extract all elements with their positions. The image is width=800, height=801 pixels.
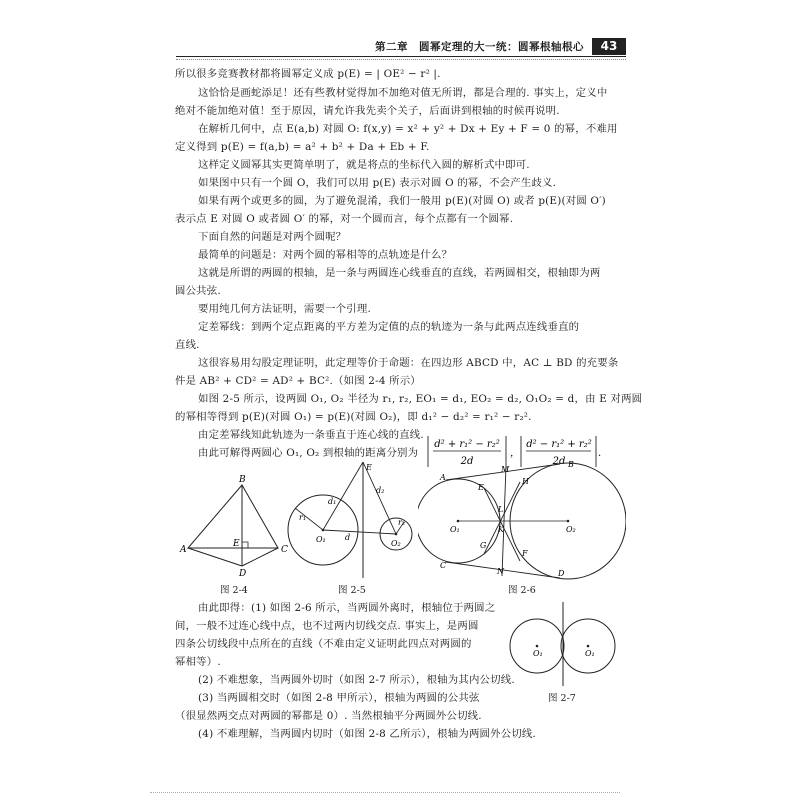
label-O1: O₁ [450,525,460,534]
caption-fig-2-6: 图 2-6 [508,585,536,596]
text-line: 这样定义圆幂其实更简单明了，就是将点的坐标代入圆的解析式中即可. [198,159,530,171]
label-O1: O₁ [316,535,326,544]
text-line: 绝对不能加绝对值！至于原因，请允许我先卖个关子，后面讲到根轴的时候再说明. [175,105,560,117]
text-line: 如果有两个或更多的圆，为了避免混淆，我们一般用 p(E)(对圆 O) 或者 p(E)(对圆 O′) [198,195,606,207]
text-line: 由定差幂线知此轨迹为一条垂直于连心线的直线. [198,429,424,441]
formula-separator: ， [510,448,520,459]
figure-2-4 [176,470,296,580]
text-line: 的幂相等得到 p(E)(对圆 O₁) = p(E)(对圆 O₂)，即 d₁² − d₂² = r₁² − r₂². [175,411,532,423]
text-line: 所以很多竞赛教材都将圆幂定义成 p(E) = | OE² − r² |. [175,68,441,80]
figure-2-7 [505,598,620,688]
label-L: L [498,505,504,514]
label-B: B [568,460,574,469]
label-A: A [440,473,446,482]
text-line: 要用纯几何方法证明，需要一个引理. [198,303,371,315]
text-line: 定差幂线：到两个定点距离的平方差为定值的点的轨迹为一条与此两点连线垂直的 [198,321,580,333]
page-number: 43 [592,38,626,55]
label-D: D [239,569,247,579]
label-E: E [478,483,484,492]
text-line: 四条公切线段中点所在的直线（不难由定义证明此四点对两圆的 [175,638,472,650]
text-line: 直线. [175,339,200,351]
label-A: A [180,545,187,555]
text-line: 件是 AB² + CD² = AD² + BC².（如图 2-4 所示） [175,375,421,387]
label-H: H [522,477,529,486]
label-O1-left: O₁ [533,649,543,658]
caption-fig-2-5: 图 2-5 [338,585,366,596]
text-line: 如果图中只有一个圆 O，我们可以用 p(E) 表示对圆 O 的幂，不会产生歧义. [198,177,557,189]
label-r1: r₁ [299,513,307,522]
caption-fig-2-7: 图 2-7 [548,693,576,704]
label-C: C [440,561,447,570]
label-M: M [501,465,510,474]
chapter-title: 第二章 圆幂定理的大一统：圆幂根轴根心 [375,41,584,53]
label-N: N [497,567,504,576]
text-line: 间，一般不过连心线中点，也不过两内切线交点. 事实上，是两圆 [175,620,479,632]
text-line: 如图 2-5 所示，设两圆 O₁, O₂ 半径为 r₁, r₂, EO₁ = d₁, EO₂ = d₂, O₁O₂ = d，由 E 对两圆 [198,393,643,405]
figure-2-6 [418,458,626,580]
running-header [176,38,626,56]
label-C: C [281,545,288,555]
header-rule [176,56,626,57]
label-D: D [558,569,565,578]
label-B: B [239,475,246,485]
text-line: (4) 不难理解，当两圆内切时（如图 2-8 乙所示），根轴为两圆外公切线. [198,728,536,740]
text-line: 定义得到 p(E) = f(a,b) = a² + b² + Da + Eb + F. [175,141,430,153]
text-line: 最简单的问题是：对两个圆的幂相等的点轨迹是什么？ [198,249,453,261]
label-d1: d₁ [328,497,337,506]
text-line: 由此可解得两圆心 O₁, O₂ 到根轴的距离分别为 [198,447,419,459]
label-O2: O₂ [391,539,401,548]
label-G: G [480,541,487,550]
text-line: 这恰恰是画蛇添足！还有些教材觉得加不加绝对值无所谓，都是合理的. 事实上，定义中 [198,87,608,99]
text-line: 在解析几何中，点 E(a,b) 对圆 O: f(x,y) = x² + y² + Dx + Ey + F = 0 的幂，不难用 [198,123,618,135]
label-K: K [498,525,504,534]
label-O1-right: O₁ [585,649,595,658]
formula-denominator-1: 2d [460,456,474,467]
formula-denominator-2: 2d [552,456,566,467]
label-r2: r₂ [398,518,406,527]
text-line: 幂相等）. [175,656,221,668]
figure-2-5 [283,458,418,580]
text-line: 这就是所谓的两圆的根轴，是一条与两圆连心线垂直的直线，若两圆相交，根轴即为两 [198,267,601,279]
text-line: （很显然两交点对两圆的幂都是 0）. 当然根轴平分两圆外公切线. [175,710,482,722]
text-line: 圆公共弦. [175,285,221,297]
label-d2: d₂ [376,486,385,495]
header-dotted-rule [176,59,626,60]
text-line: 这很容易用勾股定理证明，此定理等价于命题：在四边形 ABCD 中，AC ⊥ BD 的充要条 [198,357,619,369]
label-F: F [522,549,528,558]
label-E: E [366,463,372,472]
formula-numerator-1: d² + r₁² − r₂² [434,439,500,450]
text-line: (3) 当两圆相交时（如图 2-8 甲所示），根轴为两圆的公共弦 [198,692,480,704]
formula-numerator-2: d² − r₁² + r₂² [526,439,592,450]
text-line: 表示点 E 对圆 O 或者圆 O′ 的幂，对一个圆而言，每个点都有一个圆幂. [175,213,514,225]
text-line: 由此即得：(1) 如图 2-6 所示，当两圆外离时，根轴位于两圆之 [198,602,496,614]
label-O2: O₂ [566,525,576,534]
label-E: E [233,539,240,549]
label-d: d [345,533,351,542]
formula-end: . [598,448,601,459]
text-line: (2) 不难想象，当两圆外切时（如图 2-7 所示），根轴为其内公切线. [198,674,515,686]
text-line: 下面自然的问题是对两个圆呢？ [198,231,347,243]
caption-fig-2-4: 图 2-4 [220,585,248,596]
